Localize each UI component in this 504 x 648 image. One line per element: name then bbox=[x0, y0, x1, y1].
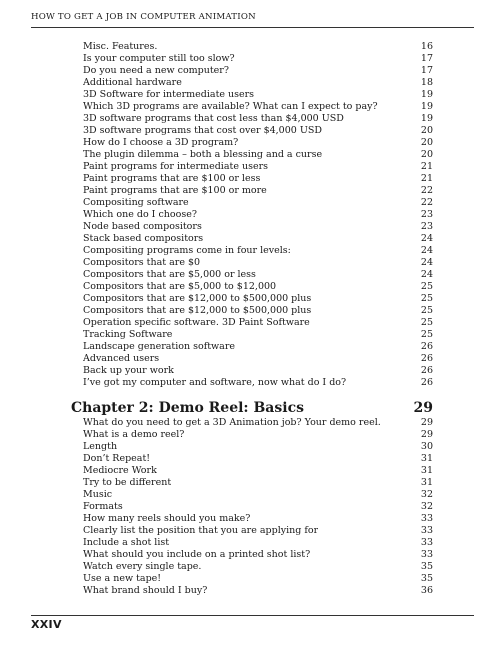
toc-entry-page: 32 bbox=[420, 489, 433, 500]
toc-entry bbox=[83, 365, 433, 377]
toc-entry-title: How many reels should you make? bbox=[83, 513, 251, 524]
toc-entry-title: Tracking Software bbox=[83, 329, 173, 340]
toc-entry-title: Length bbox=[83, 441, 118, 452]
toc-entry bbox=[83, 453, 433, 465]
toc-entry bbox=[83, 353, 433, 365]
toc-entry-page: 23 bbox=[420, 209, 433, 220]
chapter-page-number: 29 bbox=[413, 400, 433, 416]
toc-entry-page: 22 bbox=[420, 197, 433, 208]
chapter-heading bbox=[71, 399, 433, 417]
toc-entry-title: Mediocre Work bbox=[83, 465, 157, 476]
toc-entry-title: Compositing programs come in four levels: bbox=[83, 245, 291, 256]
toc-entry-page: 23 bbox=[420, 221, 433, 232]
toc-entry-title: Is your computer still too slow? bbox=[83, 53, 235, 64]
toc-entry-page: 24 bbox=[420, 257, 433, 268]
toc-entry bbox=[83, 293, 433, 305]
toc-entry-title: Back up your work bbox=[83, 365, 174, 376]
page-number: XXIV bbox=[31, 618, 62, 631]
toc-entry-title: Compositors that are $12,000 to $500,000 plus bbox=[83, 305, 312, 316]
toc-entry bbox=[83, 549, 433, 561]
toc-entry-title: Don’t Repeat! bbox=[83, 453, 151, 464]
toc-entry-title: Try to be different bbox=[83, 477, 172, 488]
toc-entry-title: What is a demo reel? bbox=[83, 429, 185, 440]
toc-entry bbox=[83, 465, 433, 477]
toc-entry bbox=[83, 305, 433, 317]
toc-entry-title: 3D software programs that cost over $4,000 USD bbox=[83, 125, 322, 136]
toc-entry-title: Operation specific software. 3D Paint Software bbox=[83, 317, 310, 328]
toc-entry-title: Use a new tape! bbox=[83, 573, 162, 584]
toc-entry bbox=[83, 329, 433, 341]
toc-entry bbox=[83, 77, 433, 89]
toc-entry-title: Misc. Features. bbox=[83, 41, 158, 52]
toc-entry-page: 30 bbox=[420, 441, 433, 452]
toc-entry bbox=[83, 245, 433, 257]
toc-entry-title: Compositors that are $5,000 to $12,000 bbox=[83, 281, 277, 292]
toc-entry-page: 25 bbox=[420, 293, 433, 304]
toc-entry-title: Do you need a new computer? bbox=[83, 65, 229, 76]
toc-entry bbox=[83, 489, 433, 501]
toc-entries bbox=[83, 41, 433, 389]
toc-entry bbox=[83, 429, 433, 441]
toc-entry-page: 29 bbox=[420, 429, 433, 440]
toc-entry-page: 35 bbox=[420, 561, 433, 572]
toc-entry-page: 33 bbox=[420, 525, 433, 536]
toc-entry-page: 17 bbox=[420, 53, 433, 64]
toc-entry bbox=[83, 89, 433, 101]
toc-entry-page: 31 bbox=[420, 477, 433, 488]
toc-entry-page: 25 bbox=[420, 281, 433, 292]
toc-entry-page: 18 bbox=[420, 77, 433, 88]
toc-entry-page: 29 bbox=[420, 417, 433, 428]
toc-entry bbox=[83, 185, 433, 197]
toc-entry bbox=[83, 441, 433, 453]
toc-entry bbox=[83, 525, 433, 537]
toc-entry-title: Formats bbox=[83, 501, 123, 512]
toc-entry bbox=[83, 501, 433, 513]
toc-entry-page: 20 bbox=[420, 137, 433, 148]
toc-entry-page: 17 bbox=[420, 65, 433, 76]
toc-entry bbox=[83, 417, 433, 429]
toc-entry-page: 21 bbox=[420, 161, 433, 172]
toc-entry bbox=[83, 341, 433, 353]
toc-entry-page: 35 bbox=[420, 573, 433, 584]
toc-entry-page: 24 bbox=[420, 233, 433, 244]
toc-entry bbox=[83, 161, 433, 173]
toc-entry-title: Which 3D programs are available? What can I expect to pay? bbox=[83, 101, 378, 112]
toc-entry-title: Music bbox=[83, 489, 113, 500]
toc-entry-page: 26 bbox=[420, 353, 433, 364]
toc-entry bbox=[83, 269, 433, 281]
toc-entry-page: 25 bbox=[420, 329, 433, 340]
toc-entry-page: 26 bbox=[420, 365, 433, 376]
toc-entry-title: What brand should I buy? bbox=[83, 585, 208, 596]
chapter-title: Chapter 2: Demo Reel: Basics bbox=[71, 400, 304, 416]
footer-divider bbox=[31, 615, 474, 616]
toc-entry-title: 3D Software for intermediate users bbox=[83, 89, 255, 100]
toc-entry-title: Paint programs for intermediate users bbox=[83, 161, 268, 172]
toc-entry-title: Clearly list the position that you are applying for bbox=[83, 525, 319, 536]
toc-entry-title: Compositors that are $5,000 or less bbox=[83, 269, 256, 280]
toc-entry-title: Compositors that are $0 bbox=[83, 257, 201, 268]
toc-entry bbox=[83, 233, 433, 245]
toc-entry-page: 24 bbox=[420, 245, 433, 256]
toc-entry-page: 20 bbox=[420, 149, 433, 160]
toc-entry bbox=[83, 281, 433, 293]
toc-entry-title: I’ve got my computer and software, now what do I do? bbox=[83, 377, 347, 388]
toc-entry-title: Which one do I choose? bbox=[83, 209, 197, 220]
toc-entry bbox=[83, 585, 433, 597]
toc-entry-title: What do you need to get a 3D Animation job? Your demo reel. bbox=[83, 417, 381, 428]
toc-entry bbox=[83, 197, 433, 209]
toc-entry-title: Additional hardware bbox=[83, 77, 182, 88]
toc-entry-title: How do I choose a 3D program? bbox=[83, 137, 239, 148]
toc-entry bbox=[83, 221, 433, 233]
toc-entry-title: Watch every single tape. bbox=[83, 561, 202, 572]
toc-entry bbox=[83, 561, 433, 573]
toc-entry-title: What should you include on a printed shot list? bbox=[83, 549, 311, 560]
toc-entry-title: Compositors that are $12,000 to $500,000 plus bbox=[83, 293, 312, 304]
toc-entry-page: 19 bbox=[420, 89, 433, 100]
toc-entry-page: 26 bbox=[420, 341, 433, 352]
toc-entry bbox=[83, 377, 433, 389]
toc-entry bbox=[83, 573, 433, 585]
toc-entry-title: Paint programs that are $100 or more bbox=[83, 185, 267, 196]
toc-entry-page: 33 bbox=[420, 513, 433, 524]
toc-entry-title: Node based compositors bbox=[83, 221, 202, 232]
toc-entry-page: 24 bbox=[420, 269, 433, 280]
toc-entry bbox=[83, 257, 433, 269]
toc-entry-page: 22 bbox=[420, 185, 433, 196]
toc-entry-title: 3D software programs that cost less than $4,000 USD bbox=[83, 113, 344, 124]
toc-entry-page: 31 bbox=[420, 453, 433, 464]
toc-entry bbox=[83, 101, 433, 113]
toc-entry-page: 20 bbox=[420, 125, 433, 136]
toc-entry-page: 25 bbox=[420, 305, 433, 316]
toc-entry-page: 19 bbox=[420, 101, 433, 112]
toc-entry bbox=[83, 41, 433, 53]
toc-entry bbox=[83, 125, 433, 137]
toc-entry bbox=[83, 149, 433, 161]
header-divider bbox=[31, 27, 474, 28]
chapter-toc-entries bbox=[83, 417, 433, 597]
toc-entry-title: Stack based compositors bbox=[83, 233, 204, 244]
toc-entry-page: 31 bbox=[420, 465, 433, 476]
running-header: HOW TO GET A JOB IN COMPUTER ANIMATION bbox=[31, 12, 256, 22]
toc-entry bbox=[83, 537, 433, 549]
toc-entry bbox=[83, 173, 433, 185]
toc-entry-title: Landscape generation software bbox=[83, 341, 236, 352]
toc-entry-page: 16 bbox=[420, 41, 433, 52]
toc-entry-page: 32 bbox=[420, 501, 433, 512]
toc-entry bbox=[83, 113, 433, 125]
toc-entry-title: Include a shot list bbox=[83, 537, 170, 548]
toc-entry-page: 33 bbox=[420, 537, 433, 548]
toc-entry-title: Compositing software bbox=[83, 197, 189, 208]
toc-entry-title: Paint programs that are $100 or less bbox=[83, 173, 261, 184]
toc-entry-title: Advanced users bbox=[83, 353, 160, 364]
toc-entry-page: 36 bbox=[420, 585, 433, 596]
toc-entry-title: The plugin dilemma – both a blessing and a curse bbox=[83, 149, 323, 160]
toc-entry bbox=[83, 53, 433, 65]
toc-entry bbox=[83, 477, 433, 489]
toc-entry bbox=[83, 209, 433, 221]
toc-entry-page: 19 bbox=[420, 113, 433, 124]
toc-entry-page: 26 bbox=[420, 377, 433, 388]
toc-entry bbox=[83, 317, 433, 329]
toc-entry bbox=[83, 137, 433, 149]
toc-entry-page: 25 bbox=[420, 317, 433, 328]
toc-entry-page: 21 bbox=[420, 173, 433, 184]
toc-entry bbox=[83, 513, 433, 525]
toc-entry-page: 33 bbox=[420, 549, 433, 560]
toc-entry bbox=[83, 65, 433, 77]
table-of-contents bbox=[71, 41, 433, 597]
